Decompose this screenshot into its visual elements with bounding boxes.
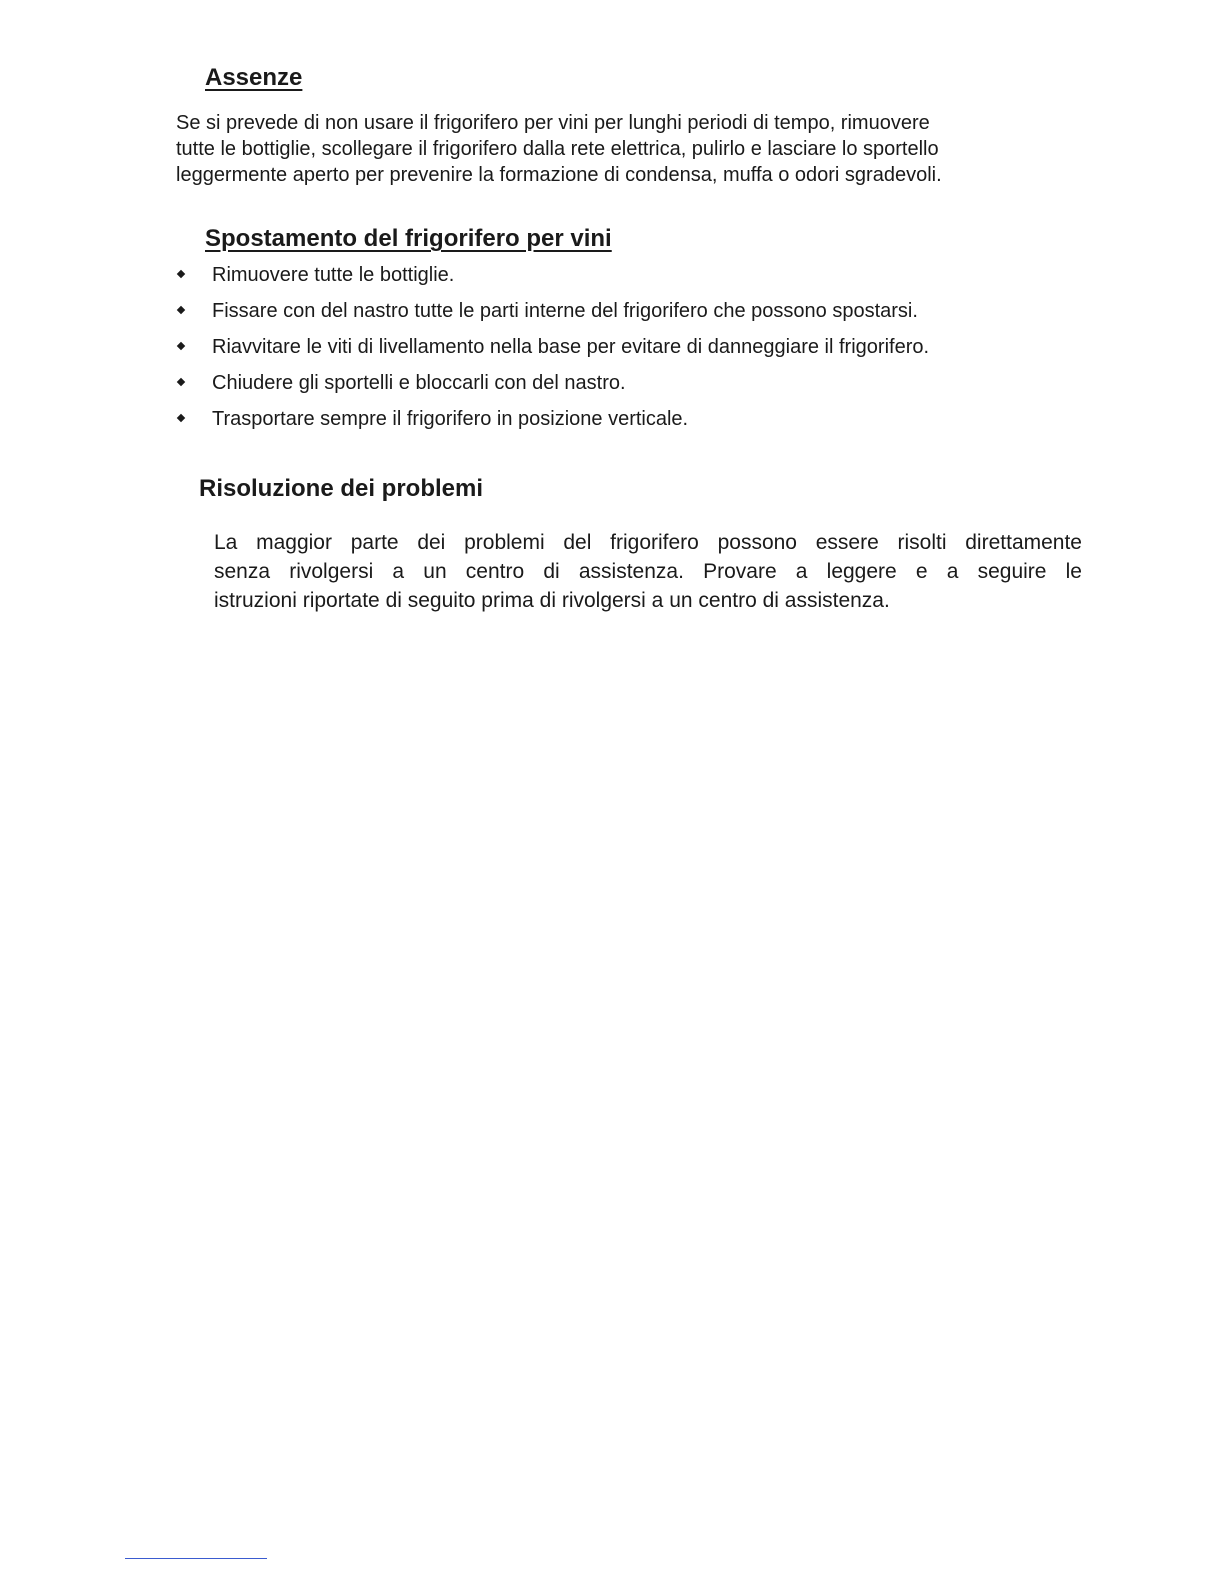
heading-spostamento: Spostamento del frigorifero per vini [205,225,612,252]
diamond-bullet-icon [177,270,185,278]
paragraph-risoluzione [214,528,1082,615]
paragraph-line: leggermente aperto per prevenire la formazione di condensa, muffa o odori sgradevoli. [176,164,942,186]
diamond-bullet-icon [177,306,185,314]
paragraph-line: La maggior parte dei problemi del frigorifero possono essere risolti direttamente [214,531,1082,554]
list-item-text: Trasportare sempre il frigorifero in posizione verticale. [212,408,689,430]
paragraph-line: senza rivolgersi a un centro di assistenza. Provare a leggere e a seguire le [214,560,1082,583]
paragraph-line: istruzioni riportate di seguito prima di rivolgersi a un centro di assistenza. [214,589,890,612]
heading-assenze: Assenze [205,64,303,91]
list-item-text: Rimuovere tutte le bottiglie. [212,264,455,286]
diamond-bullet-icon [177,414,185,422]
list-item-text: Riavvitare le viti di livellamento nella base per evitare di danneggiare il frigorifero. [212,336,930,358]
heading-risoluzione: Risoluzione dei problemi [199,475,484,502]
paragraph-assenze [176,110,942,188]
footnote-divider [125,1558,267,1559]
list-item-text: Chiudere gli sportelli e bloccarli con del nastro. [212,372,626,394]
paragraph-line: tutte le bottiglie, scollegare il frigorifero dalla rete elettrica, pulirlo e lasciare lo sportello [176,138,939,160]
list-item-text: Fissare con del nastro tutte le parti interne del frigorifero che possono spostarsi. [212,300,918,322]
diamond-bullet-icon [177,378,185,386]
paragraph-line: Se si prevede di non usare il frigorifero per vini per lunghi periodi di tempo, rimuovere [176,112,930,134]
diamond-bullet-icon [177,342,185,350]
